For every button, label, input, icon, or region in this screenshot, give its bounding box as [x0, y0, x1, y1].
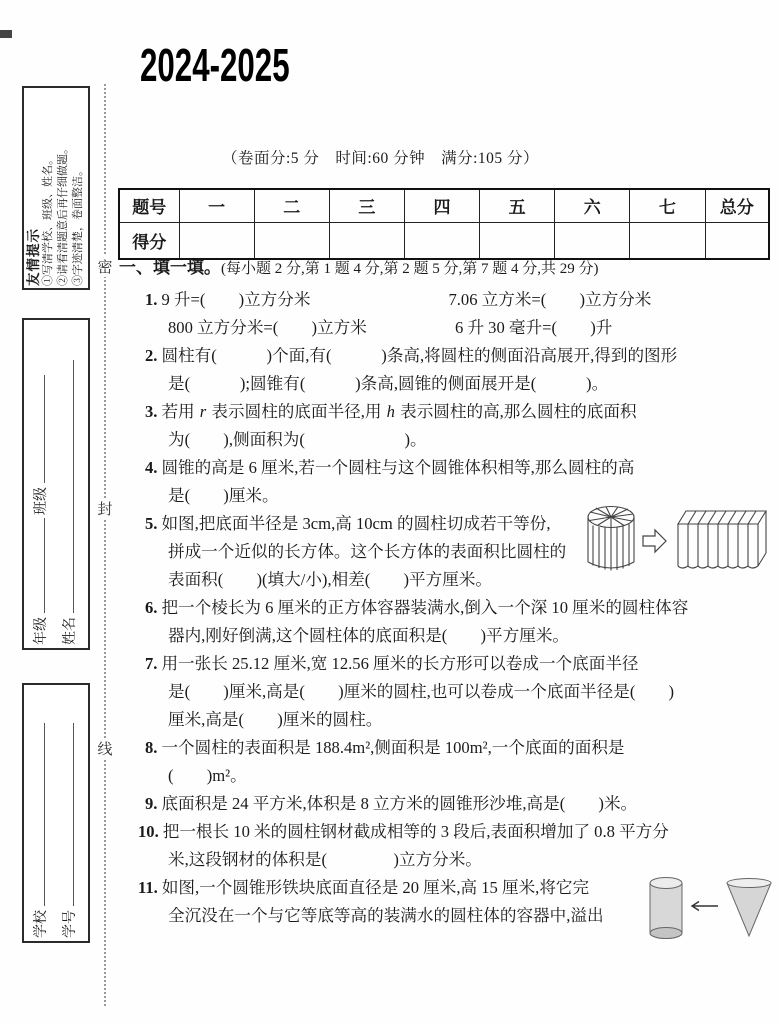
question-number: 10.	[138, 822, 159, 841]
q5-l2: 拼成一个近似的长方体。这个长方体的表面积比圆柱的	[168, 542, 567, 561]
score-col-6: 六	[555, 189, 630, 222]
question-number: 6.	[145, 598, 158, 617]
score-table-header-row	[119, 189, 769, 222]
student-id-blank-line	[60, 724, 74, 907]
gray-cone-figure	[727, 879, 771, 937]
question-8-line-1	[118, 734, 774, 762]
q8-l1: 一个圆柱的表面积是 188.4m²,侧面积是 100m²,一个底面的面积是	[161, 738, 625, 757]
school-label: 学校	[34, 910, 49, 938]
notice-box	[22, 86, 90, 290]
score-col-7: 七	[630, 189, 705, 222]
q3-part: 表示圆柱的底面半径,用	[207, 402, 386, 421]
q8-l2: ( )m²。	[168, 766, 247, 785]
question-4-line-1	[118, 454, 774, 482]
score-col-3: 三	[329, 189, 404, 222]
grade-label: 年级	[34, 617, 49, 645]
name-label: 姓名	[63, 617, 78, 645]
seal-char-feng: 封	[96, 498, 114, 519]
notice-item-3: ③字迹清楚，卷面整洁。	[72, 165, 84, 286]
notice-item-2: ②请看清题意后再仔细做题。	[57, 143, 69, 286]
q5-l3: 表面积( )(填大/小),相差( )平方厘米。	[168, 570, 493, 589]
score-table-corner: 题号	[119, 189, 179, 222]
question-number: 8.	[145, 738, 158, 757]
section-note: (每小题 2 分,第 1 题 4 分,第 2 题 5 分,第 7 题 4 分,共 29 分)	[221, 261, 599, 277]
score-cell	[705, 222, 769, 259]
question-9-line-1	[118, 790, 774, 818]
page-title: 2024-2025	[140, 39, 290, 91]
q5-l1: 如图,把底面半径是 3cm,高 10cm 的圆柱切成若干等份,	[161, 514, 551, 533]
q7-l2: 是( )厘米,高是( )厘米的圆柱,也可以卷成一个底面半径是( )	[168, 682, 675, 701]
section-title: 一、填一填。	[119, 258, 221, 277]
question-10-line-1	[118, 818, 774, 846]
q6-l1: 把一个棱长为 6 厘米的正方体容器装满水,倒入一个深 10 厘米的圆柱体容	[161, 598, 689, 617]
question-number: 5.	[145, 514, 158, 533]
q1-r2-left: 800 立方分米=( )立方米	[168, 318, 367, 337]
gray-cylinder-figure	[650, 878, 682, 939]
score-col-4: 四	[404, 189, 479, 222]
name-blank-line	[60, 361, 74, 614]
question-3-line-2	[118, 426, 774, 454]
right-block-arrow	[643, 530, 666, 552]
student-class-box	[22, 318, 90, 650]
q7-l1: 用一张长 25.12 厘米,宽 12.56 厘米的长方形可以卷成一个底面半径	[161, 654, 639, 673]
notice-heading: 友情提示	[26, 228, 41, 286]
question-3-line-1	[118, 398, 774, 426]
question-7-line-2	[118, 678, 774, 706]
q2-l1: 圆柱有( )个面,有( )条高,将圆柱的侧面沿高展开,得到的图形	[161, 346, 678, 365]
q10-l1: 把一根长 10 米的圆柱钢材截成相等的 3 段后,表面积增加了 0.8 平方分	[162, 822, 669, 841]
q4-l1: 圆锥的高是 6 厘米,若一个圆柱与这个圆锥体积相等,那么圆柱的高	[161, 458, 635, 477]
left-arrow	[692, 902, 718, 911]
q2-l2: 是( );圆锥有( )条高,圆锥的侧面展开是( )。	[168, 374, 609, 393]
score-cell	[630, 222, 705, 259]
class-label: 班级	[34, 487, 49, 515]
q3-l2: 为( ),侧面积为( )。	[168, 430, 427, 449]
seal-char-xian: 线	[96, 738, 114, 759]
question-number: 11.	[138, 878, 158, 897]
question-number: 9.	[145, 794, 158, 813]
question-7-line-3	[118, 706, 774, 734]
school-box	[22, 683, 90, 943]
question-list	[118, 286, 774, 930]
question-10-line-2	[118, 846, 774, 874]
q11-l1: 如图,一个圆锥形铁块底面直径是 20 厘米,高 15 厘米,将它完	[161, 878, 590, 897]
scan-edge-mark	[0, 30, 12, 38]
q5-figure	[586, 504, 772, 583]
seal-char-mi: 密	[96, 256, 114, 277]
score-col-2: 二	[254, 189, 329, 222]
question-number: 7.	[145, 654, 158, 673]
question-1-line-2	[118, 314, 774, 342]
question-6-line-1	[118, 594, 774, 622]
question-2-line-1	[118, 342, 774, 370]
score-col-total: 总分	[705, 189, 769, 222]
q11-figure	[648, 876, 774, 947]
seal-dotted-line	[104, 84, 106, 1006]
q1-r1-right: 7.06 立方米=( )立方分米	[448, 290, 652, 309]
question-number: 3.	[145, 402, 158, 421]
score-col-5: 五	[480, 189, 555, 222]
question-7-line-1	[118, 650, 774, 678]
q3-var-h: h	[386, 402, 395, 421]
exam-info: （卷面分:5 分 时间:60 分钟 满分:105 分）	[222, 150, 540, 167]
q11-l2: 全沉没在一个与它等底等高的装满水的圆柱体的容器中,溢出	[168, 906, 604, 925]
q3-part: 表示圆柱的高,那么圆柱的底面积	[395, 402, 637, 421]
grade-blank-line	[31, 519, 45, 614]
school-blank-line	[31, 724, 45, 907]
q3-part: 若用	[161, 402, 199, 421]
question-number: 4.	[145, 458, 158, 477]
score-col-1: 一	[179, 189, 254, 222]
q10-l2: 米,这段钢材的体积是( )立方分米。	[168, 850, 482, 869]
sliced-prism-figure	[678, 511, 766, 568]
q7-l3: 厘米,高是( )厘米的圆柱。	[168, 710, 383, 729]
q4-l2: 是( )厘米。	[168, 486, 279, 505]
class-blank-line	[31, 376, 45, 484]
question-number: 1.	[145, 290, 158, 309]
notice-item-1: ①写清学校、班级、姓名。	[42, 154, 54, 286]
q6-l2: 器内,刚好倒满,这个圆柱体的底面积是( )平方厘米。	[168, 626, 570, 645]
section-heading	[119, 253, 599, 278]
student-id-label: 学号	[63, 910, 78, 938]
question-8-line-2	[118, 762, 774, 790]
score-table	[118, 188, 770, 260]
question-2-line-2	[118, 370, 774, 398]
q1-r1-left: 9 升=( )立方分米	[161, 290, 311, 309]
q3-var-r: r	[199, 402, 207, 421]
q9-l1: 底面积是 24 平方米,体积是 8 立方米的圆锥形沙堆,高是( )米。	[161, 794, 638, 813]
q1-r2-right: 6 升 30 毫升=( )升	[455, 318, 613, 337]
question-number: 2.	[145, 346, 158, 365]
score-row-label: 得分	[119, 222, 179, 259]
question-1-line-1	[118, 286, 774, 314]
segmented-cylinder-figure	[588, 507, 634, 571]
question-6-line-2	[118, 622, 774, 650]
